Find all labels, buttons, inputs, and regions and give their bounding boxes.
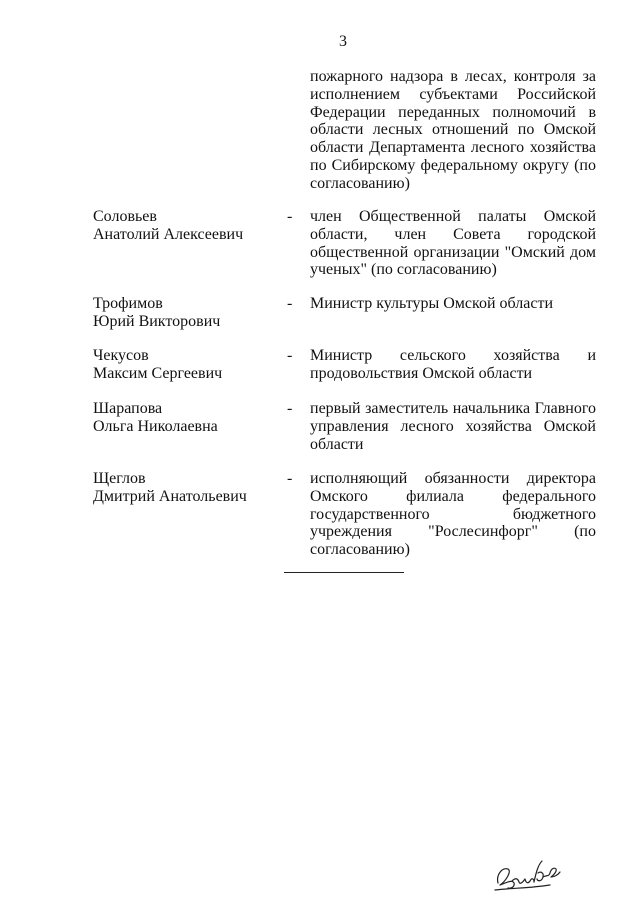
member-surname: Шарапова xyxy=(93,400,163,417)
member-role: Министр культуры Омской области xyxy=(310,295,554,312)
dash-separator: - xyxy=(287,208,293,225)
member-surname: Чекусов xyxy=(93,347,149,364)
dash-separator: - xyxy=(287,470,293,487)
page-number: 3 xyxy=(339,33,347,50)
member-name xyxy=(93,347,283,383)
member-name xyxy=(93,470,283,506)
member-name xyxy=(93,400,283,436)
handwritten-signature-icon xyxy=(492,855,564,895)
member-surname: Соловьев xyxy=(93,208,157,225)
member-given-names: Юрий Викторович xyxy=(93,312,221,330)
member-name xyxy=(93,295,283,331)
dash-separator: - xyxy=(287,295,293,312)
member-role: член Общественной палаты Омской области, член Совета городской общественной организации "Омский дом ученых" (по согласованию) xyxy=(310,208,596,279)
member-role: первый заместитель начальника Главного управления лесного хозяйства Омской области xyxy=(310,400,596,453)
member-given-names: Дмитрий Анатольевич xyxy=(93,487,247,505)
member-name xyxy=(93,208,283,244)
member-role: исполняющий обязанности директора Омского филиала федерального государственного бюджетного учреждения "Рослесинфорг" (по согласованию) xyxy=(310,470,596,559)
member-given-names: Ольга Николаевна xyxy=(93,417,218,435)
previous-member-role-continuation: пожарного надзора в лесах, контроля за исполнением субъектами Российской Федерации переданных полномочий в области лесных отношений по Омской области Департамента лесного хозяйства по Сибирскому федеральному округу (по согласованию) xyxy=(310,68,596,192)
end-of-list-rule xyxy=(284,572,404,573)
member-given-names: Анатолий Алексеевич xyxy=(93,225,244,243)
dash-separator: - xyxy=(287,347,293,364)
member-given-names: Максим Сергеевич xyxy=(93,364,223,382)
member-surname: Щеглов xyxy=(93,470,146,487)
member-surname: Трофимов xyxy=(93,295,163,312)
member-role: Министр сельского хозяйства и продовольствия Омской области xyxy=(310,347,596,382)
dash-separator: - xyxy=(287,400,293,417)
